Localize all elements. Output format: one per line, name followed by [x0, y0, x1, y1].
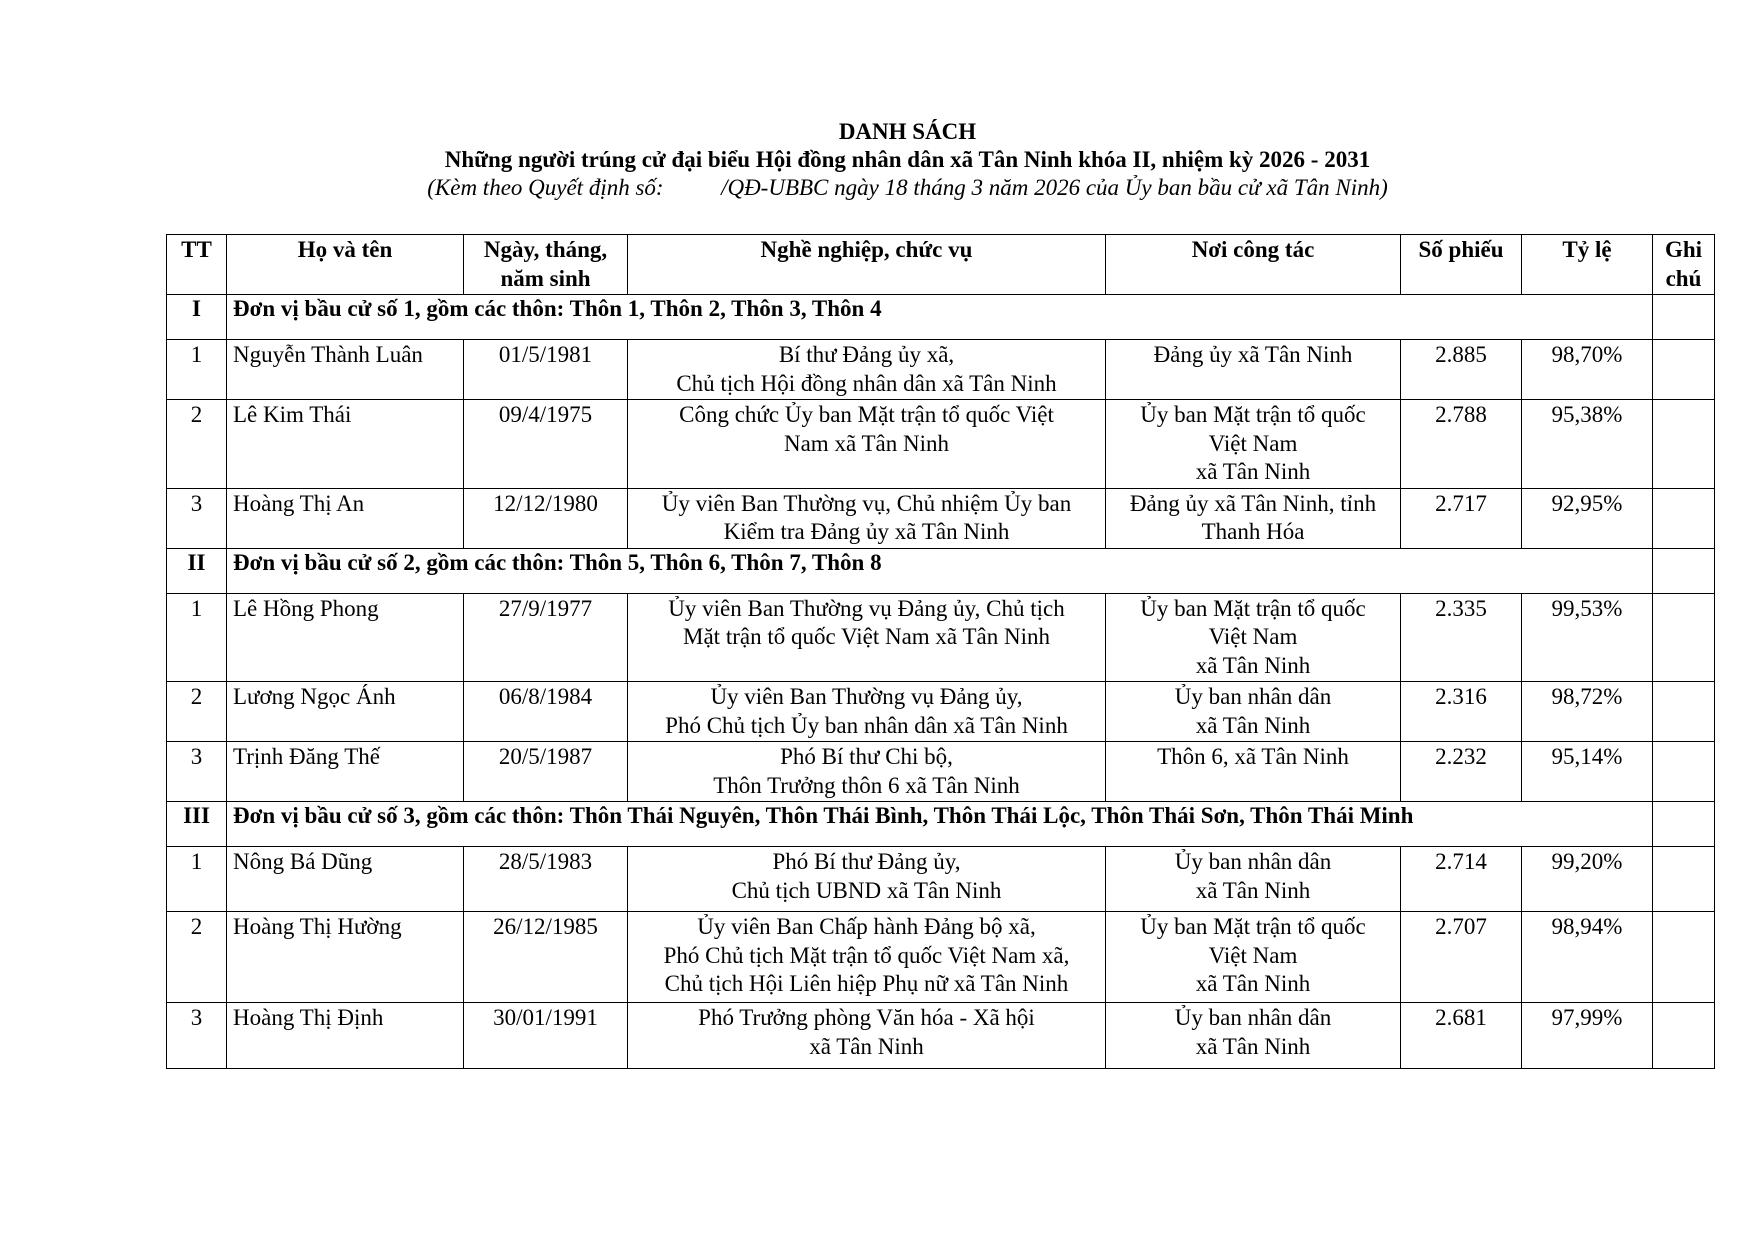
date-of-birth: 06/8/1984: [464, 682, 628, 742]
position-cell-line: Ủy viên Ban Thường vụ Đảng ủy,: [710, 684, 1023, 709]
note-cell: [1653, 1003, 1715, 1069]
position-cell-line: Phó Chủ tịch Ủy ban nhân dân xã Tân Ninh: [665, 712, 1068, 738]
delegate-name: Hoàng Thị An: [227, 488, 464, 548]
position-cell-line: Phó Bí thư Chi bộ,: [780, 744, 953, 769]
position-cell: [628, 742, 1106, 802]
delegate-name: Trịnh Đăng Thế: [227, 742, 464, 802]
row-number: 2: [167, 912, 227, 1003]
delegate-name: Lê Kim Thái: [227, 400, 464, 489]
table-row: [167, 847, 1715, 912]
table-row: [167, 340, 1715, 400]
section-title: Đơn vị bầu cử số 3, gồm các thôn: Thôn Thái Nguyên, Thôn Thái Bình, Thôn Thái Lộc, Thôn Thái Sơn, Thôn Thái Minh: [227, 802, 1653, 847]
note-cell: [1653, 593, 1715, 682]
workplace-cell: [1106, 742, 1401, 802]
vote-count: 2.714: [1401, 847, 1522, 912]
position-cell: [628, 340, 1106, 400]
workplace-cell: [1106, 1003, 1401, 1069]
vote-rate: 99,20%: [1522, 847, 1653, 912]
table-row: [167, 593, 1715, 682]
delegate-name: Lương Ngọc Ánh: [227, 682, 464, 742]
row-number: 1: [167, 593, 227, 682]
position-cell-line: Chủ tịch Hội Liên hiệp Phụ nữ xã Tân Ninh: [664, 971, 1069, 996]
table-row: [167, 488, 1715, 548]
elected-delegates-table: [166, 234, 1715, 1069]
row-number: 3: [167, 488, 227, 548]
vote-rate: 95,14%: [1522, 742, 1653, 802]
workplace-cell: [1106, 593, 1401, 682]
position-cell: [628, 488, 1106, 548]
workplace-cell: [1106, 400, 1401, 489]
section-number: II: [167, 548, 227, 593]
vote-rate: 99,53%: [1522, 593, 1653, 682]
workplace-cell: [1106, 847, 1401, 912]
workplace-cell-line: Ủy ban nhân dân: [1174, 1005, 1332, 1030]
section-title: Đơn vị bầu cử số 1, gồm các thôn: Thôn 1, Thôn 2, Thôn 3, Thôn 4: [227, 295, 1653, 340]
workplace-cell: [1106, 488, 1401, 548]
workplace-cell-line: Thanh Hóa: [1201, 519, 1305, 544]
section-note-cell: [1653, 548, 1715, 593]
section-row: [167, 548, 1715, 593]
position-cell: [628, 400, 1106, 489]
workplace-cell-line: Đảng ủy xã Tân Ninh, tỉnh: [1129, 490, 1377, 516]
vote-count: 2.885: [1401, 340, 1522, 400]
document-note: (Kèm theo Quyết định số: /QĐ-UBBC ngày 18 tháng 3 năm 2026 của Ủy ban bầu cử xã Tân Ninh): [427, 175, 1388, 200]
position-cell-line: Phó Trưởng phòng Văn hóa - Xã hội: [698, 1005, 1035, 1030]
vote-count: 2.232: [1401, 742, 1522, 802]
vote-count: 2.681: [1401, 1003, 1522, 1069]
vote-rate: 98,70%: [1522, 340, 1653, 400]
vote-rate: 92,95%: [1522, 488, 1653, 548]
position-cell-line: Phó Chủ tịch Mặt trận tổ quốc Việt Nam xã,: [663, 942, 1070, 968]
position-cell: [628, 593, 1106, 682]
section-note-cell: [1653, 295, 1715, 340]
section-number: III: [167, 802, 227, 847]
date-of-birth: 30/01/1991: [464, 1003, 628, 1069]
row-number: 3: [167, 1003, 227, 1069]
date-of-birth: 09/4/1975: [464, 400, 628, 489]
workplace-cell: [1106, 340, 1401, 400]
column-header-rate: Tỷ lệ: [1522, 235, 1653, 295]
workplace-cell-line: Việt Nam: [1208, 430, 1298, 456]
position-cell-line: Chủ tịch UBND xã Tân Ninh: [731, 877, 1002, 903]
workplace-cell-line: xã Tân Ninh: [1195, 712, 1311, 738]
workplace-cell-line: Ủy ban nhân dân: [1174, 849, 1332, 874]
column-header-dob: Ngày, tháng, năm sinh: [464, 235, 628, 295]
workplace-cell: [1106, 682, 1401, 742]
row-number: 3: [167, 742, 227, 802]
vote-count: 2.707: [1401, 912, 1522, 1003]
vote-rate: 98,72%: [1522, 682, 1653, 742]
delegate-name: Nguyễn Thành Luân: [227, 340, 464, 400]
column-header-name: Họ và tên: [227, 235, 464, 295]
workplace-cell-line: Đảng ủy xã Tân Ninh: [1153, 342, 1353, 367]
note-cell: [1653, 400, 1715, 489]
workplace-cell-line: xã Tân Ninh: [1195, 877, 1311, 903]
date-of-birth: 28/5/1983: [464, 847, 628, 912]
workplace-cell-line: Ủy ban nhân dân: [1174, 684, 1332, 709]
workplace-cell-line: Việt Nam: [1208, 942, 1298, 968]
row-number: 1: [167, 847, 227, 912]
workplace-cell-line: Ủy ban Mặt trận tổ quốc: [1140, 914, 1366, 939]
position-cell-line: Chủ tịch Hội đồng nhân dân xã Tân Ninh: [676, 370, 1057, 396]
position-cell-line: Ủy viên Ban Thường vụ, Chủ nhiệm Ủy ban: [661, 490, 1072, 516]
position-cell-line: xã Tân Ninh: [809, 1033, 924, 1059]
row-number: 1: [167, 340, 227, 400]
position-cell-line: Mặt trận tổ quốc Việt Nam xã Tân Ninh: [683, 624, 1050, 649]
note-cell: [1653, 340, 1715, 400]
workplace-cell-line: xã Tân Ninh: [1195, 1033, 1311, 1059]
position-cell-line: Thôn Trưởng thôn 6 xã Tân Ninh: [713, 772, 1020, 798]
table-header-row: [167, 235, 1715, 295]
position-cell: [628, 1003, 1106, 1069]
delegate-name: Hoàng Thị Hường: [227, 912, 464, 1003]
workplace-cell: [1106, 912, 1401, 1003]
table-body: [167, 295, 1715, 1069]
position-cell: [628, 847, 1106, 912]
document-title: DANH SÁCH: [838, 119, 977, 144]
vote-rate: 98,94%: [1522, 912, 1653, 1003]
workplace-cell-line: Việt Nam: [1208, 624, 1298, 649]
table-row: [167, 742, 1715, 802]
workplace-cell-line: Ủy ban Mặt trận tổ quốc: [1140, 402, 1366, 427]
note-cell: [1653, 912, 1715, 1003]
position-cell: [628, 912, 1106, 1003]
date-of-birth: 26/12/1985: [464, 912, 628, 1003]
date-of-birth: 01/5/1981: [464, 340, 628, 400]
vote-count: 2.717: [1401, 488, 1522, 548]
vote-count: 2.335: [1401, 593, 1522, 682]
vote-rate: 95,38%: [1522, 400, 1653, 489]
row-number: 2: [167, 682, 227, 742]
delegate-name: Nông Bá Dũng: [227, 847, 464, 912]
table-row: [167, 1003, 1715, 1069]
workplace-cell-line: Thôn 6, xã Tân Ninh: [1157, 744, 1349, 769]
workplace-cell-line: xã Tân Ninh: [1195, 971, 1311, 996]
table-row: [167, 912, 1715, 1003]
position-cell-line: Nam xã Tân Ninh: [783, 430, 949, 456]
note-cell: [1653, 682, 1715, 742]
date-of-birth: 27/9/1977: [464, 593, 628, 682]
workplace-cell-line: xã Tân Ninh: [1195, 459, 1311, 484]
position-cell-line: Bí thư Đảng ủy xã,: [778, 342, 955, 367]
note-cell: [1653, 742, 1715, 802]
column-header-tt: TT: [167, 235, 227, 295]
document-header: [0, 118, 1755, 202]
column-header-note: Ghi chú: [1653, 235, 1715, 295]
workplace-cell-line: Ủy ban Mặt trận tổ quốc: [1140, 595, 1366, 621]
column-header-position: Nghề nghiệp, chức vụ: [628, 235, 1106, 295]
note-cell: [1653, 847, 1715, 912]
vote-count: 2.788: [1401, 400, 1522, 489]
table-row: [167, 400, 1715, 489]
column-header-votes: Số phiếu: [1401, 235, 1522, 295]
row-number: 2: [167, 400, 227, 489]
delegate-name: Lê Hồng Phong: [227, 593, 464, 682]
table-row: [167, 682, 1715, 742]
date-of-birth: 20/5/1987: [464, 742, 628, 802]
section-number: I: [167, 295, 227, 340]
position-cell-line: Phó Bí thư Đảng ủy,: [772, 849, 961, 874]
vote-rate: 97,99%: [1522, 1003, 1653, 1069]
section-row: [167, 802, 1715, 847]
position-cell-line: Ủy viên Ban Thường vụ Đảng ủy, Chủ tịch: [668, 595, 1065, 621]
delegate-name: Hoàng Thị Định: [227, 1003, 464, 1069]
document-subtitle: Những người trúng cử đại biểu Hội đồng nhân dân xã Tân Ninh khóa II, nhiệm kỳ 2026 - 2031: [444, 147, 1371, 172]
position-cell: [628, 682, 1106, 742]
position-cell-line: Ủy viên Ban Chấp hành Đảng bộ xã,: [697, 914, 1036, 939]
column-header-workplace: Nơi công tác: [1106, 235, 1401, 295]
date-of-birth: 12/12/1980: [464, 488, 628, 548]
position-cell-line: Kiểm tra Đảng ủy xã Tân Ninh: [723, 519, 1010, 544]
vote-count: 2.316: [1401, 682, 1522, 742]
position-cell-line: Công chức Ủy ban Mặt trận tổ quốc Việt: [679, 402, 1054, 427]
section-note-cell: [1653, 802, 1715, 847]
note-cell: [1653, 488, 1715, 548]
section-title: Đơn vị bầu cử số 2, gồm các thôn: Thôn 5, Thôn 6, Thôn 7, Thôn 8: [227, 548, 1653, 593]
section-row: [167, 295, 1715, 340]
workplace-cell-line: xã Tân Ninh: [1195, 652, 1311, 678]
